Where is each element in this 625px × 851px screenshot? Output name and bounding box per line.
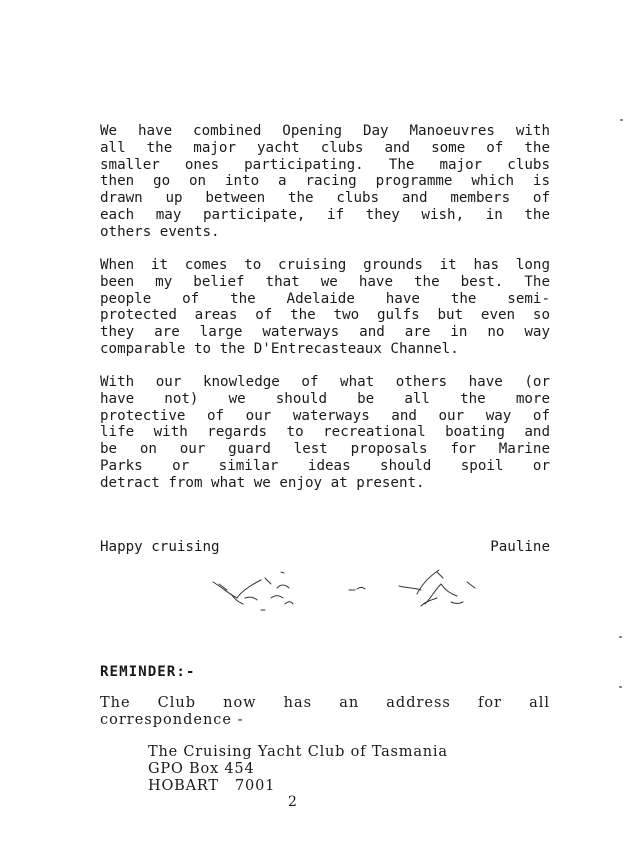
text-line: correspondence -: [100, 711, 244, 728]
text-line: each may participate, if they wish, in the: [100, 206, 550, 223]
address-line: GPO Box 454: [148, 761, 255, 777]
text-line: When it comes to cruising grounds it has long: [100, 257, 550, 273]
author-name: Pauline: [490, 539, 550, 555]
text-line: The Club now has an address for all: [100, 695, 550, 711]
text-line: all the major yacht clubs and some of the: [100, 139, 550, 156]
address-line: The Cruising Yacht Club of Tasmania: [148, 744, 448, 760]
paragraph-protect-waterways: [100, 374, 550, 492]
seagulls-sketch-icon: [205, 568, 485, 616]
text-line: smaller ones participating. The major clubs: [100, 156, 550, 173]
address-line: HOBART 7001: [148, 778, 276, 794]
text-line: comparable to the D'Entrecasteaux Channel.: [100, 340, 459, 357]
page-number: 2: [288, 794, 297, 810]
text-line: been my belief that we have the best. The: [100, 273, 550, 290]
closing-text: Happy cruising: [100, 539, 220, 555]
text-line: people of the Adelaide have the semi-: [100, 290, 550, 307]
scan-speck: [620, 119, 623, 121]
text-line: have not) we should be all the more: [100, 390, 550, 407]
club-address: [148, 744, 448, 795]
text-line: protected areas of the two gulfs but even so: [100, 307, 550, 324]
scan-speck: [619, 686, 622, 688]
text-line: be on our guard lest proposals for Marine: [100, 441, 550, 458]
paragraph-opening-day: [100, 123, 550, 241]
text-line: detract from what we enjoy at present.: [100, 474, 425, 491]
text-line: drawn up between the clubs and members of: [100, 190, 550, 207]
text-line: others events.: [100, 223, 220, 240]
text-line: they are large waterways and are in no way: [100, 324, 550, 341]
scan-speck: [619, 636, 622, 638]
text-line: We have combined Opening Day Manoeuvres with: [100, 123, 550, 139]
reminder-heading: REMINDER:-: [100, 664, 196, 680]
text-line: protective of our waterways and our way of: [100, 407, 550, 424]
text-line: With our knowledge of what others have (or: [100, 374, 550, 390]
text-line: then go on into a racing programme which is: [100, 173, 550, 190]
paragraph-cruising-grounds: [100, 257, 550, 358]
text-line: Parks or similar ideas should spoil or: [100, 457, 550, 474]
text-line: life with regards to recreational boating and: [100, 424, 550, 441]
reminder-paragraph: [100, 695, 550, 729]
